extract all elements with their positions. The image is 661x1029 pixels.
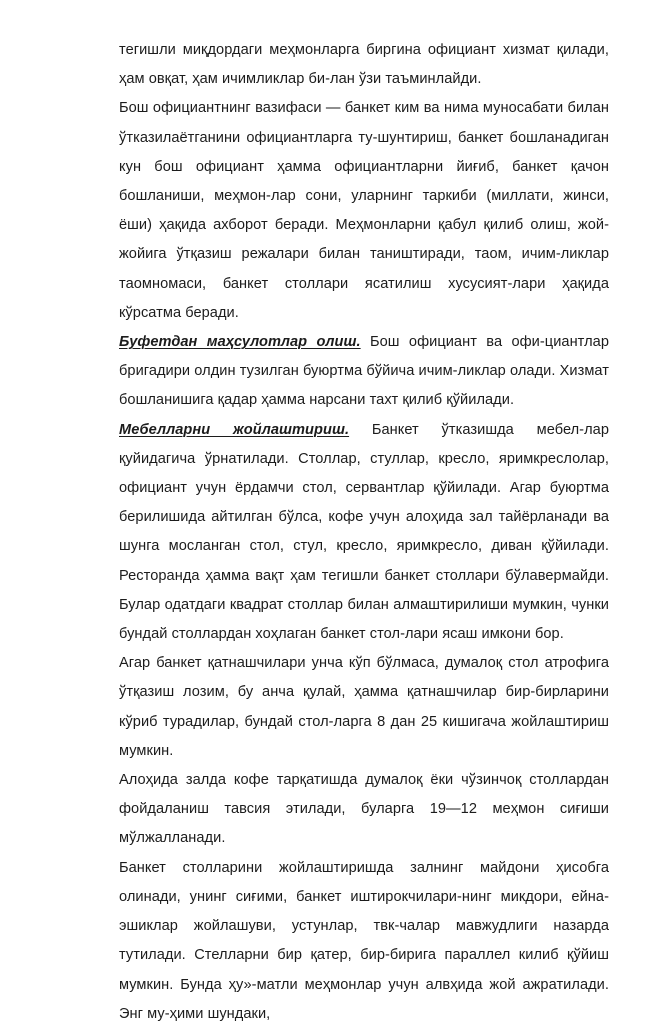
paragraph-buffet-products [119,328,609,416]
paragraph-text: Банкет ўтказишда мебел-лар қуйидагича ўрнатилади. Столлар, стуллар, кресло, яримкреслолар, официант учун ёрдамчи стол, сервантлар қўйилади. Агар буюртма берилишида айтилган бўлса, кофе учун алоҳида зал тайёрланади ва шунга мосланган стол, стул, кресло, яримкресло, диван қўйилади. Ресторанда ҳамма вақт ҳам тегишли банкет столлари бўлавермайди. Булар одатдаги квадрат столлар билан алмаштирилиши мумкин, чунки бундай столлардан хоҳлаган банкет стол-лари ясаш имкони бор. [119,421,609,643]
paragraph-text: Бош официант ва офи-циантлар бригадири олдин тузилган буюртма бўйича ичим-ликлар олади. Хизмат бошланишига қадар ҳамма нарсани тахт қилиб қўйилади. [119,334,609,409]
paragraph-lead: Буфетдан маҳсулотлар олиш. [119,334,361,351]
paragraph-coffee-hall [119,766,609,854]
paragraph-lead: Мебелларни жойлаштириш. [119,421,350,438]
document-page [119,36,609,1029]
paragraph-text: Бош официантнинг вазифаси — банкет ким ва нима муносабати билан ўтказилаётганини официантларга ту-шунтириш, банкет бошланадиган кун бош официант ҳамма официантларни йиғиб, банкет қачон бошланиши, меҳмон-лар сони, уларнинг таркиби (миллати, жинси, ёши) ҳақида ахборот беради. Меҳмонларни қабул қилиб олиш, жой-жойига ўтқазиш режалари билан таништиради, таом, ичим-ликлар таомномаси, банкет столлари ясатилиш хусусият-лари ҳақида кўрсатма беради. [119,100,609,321]
paragraph-text: Банкет столларини жойлаштиришда залнинг майдони ҳисобга олинади, унинг сиғими, банкет иштирокчилари-нинг микдори, ейна-эшиклар жойлашуви, устунлар, твк-чалар мавжудлиги назарда тутилади. Стелларни бир қатер, бир-бирига параллел килиб қўйиш мумкин. Бунда ҳу»-матли меҳмонлар учун алвҳида жой ажратилади. Энг му-ҳими шундаки, [119,859,609,1022]
paragraph-text: тегишли миқдордаги меҳмонларга биргина официант хизмат қилади, ҳам овқат, ҳам ичимликлар би-лан ўзи таъминлайди. [119,42,609,88]
paragraph-table-placement [119,854,609,1029]
paragraph-round-table [119,649,609,766]
paragraph-continuation [119,36,609,94]
paragraph-furniture-arrangement [119,416,609,650]
paragraph-text: Алоҳида залда кофе тарқатишда думалоқ ёки чўзинчоқ столлардан фойдаланиш тавсия этилади, буларга 19—12 меҳмон сиғиши мўлжалланади. [119,772,609,847]
paragraph-head-waiter-duties [119,94,609,328]
paragraph-text: Агар банкет қатнашчилари унча кўп бўлмаса, думалоқ стол атрофига ўтқазиш лозим, бу анча қулай, ҳамма қатнашчилар бир-бирларини кўриб турадилар, бундай стол-ларга 8 дан 25 кишигача жойлаштириш мумкин. [119,655,609,759]
